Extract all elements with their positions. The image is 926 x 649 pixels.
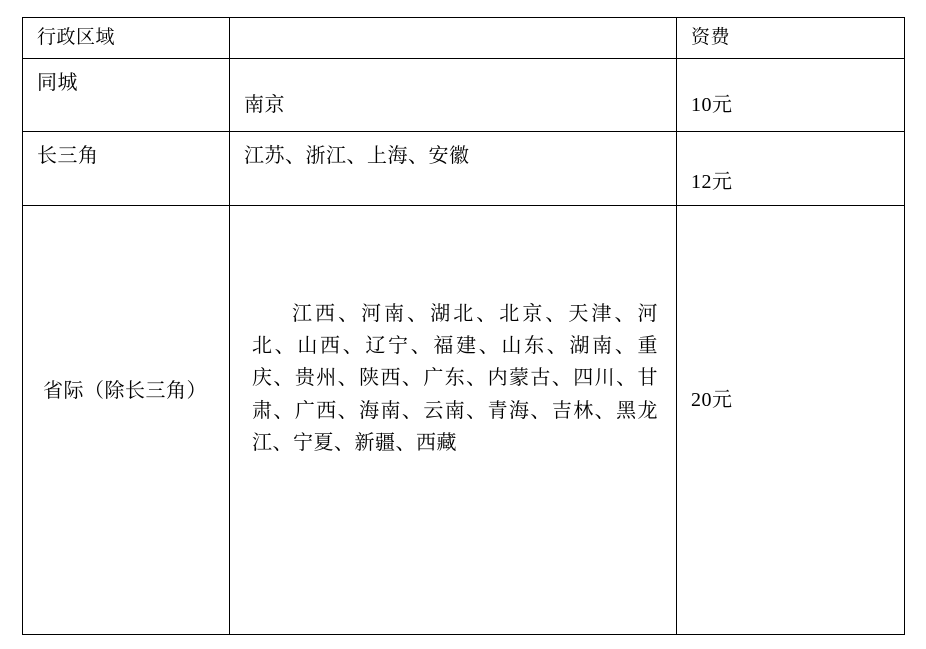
row-delta-fee-cell (677, 131, 905, 205)
row-delta-region-text: 长三角 (37, 144, 99, 167)
row-inter-fee-text: 20元 (691, 388, 733, 411)
row-delta-fee-text: 12元 (691, 170, 733, 193)
row-inter-fee-cell (677, 205, 905, 634)
header-detail-label (230, 18, 676, 30)
header-fee-label: 资费 (691, 27, 731, 48)
table-header-row (23, 18, 905, 59)
row-city-fee-text: 10元 (691, 93, 733, 116)
row-city-detail-text: 南京 (244, 93, 285, 116)
shipping-fee-table (22, 17, 905, 635)
document-page (0, 17, 926, 649)
row-delta-detail-text: 江苏、浙江、上海、安徽 (244, 144, 470, 167)
header-cell-region (23, 18, 230, 59)
table-row (23, 205, 905, 634)
header-region-label: 行政区域 (37, 27, 116, 48)
row-city-detail-cell (230, 58, 677, 131)
row-delta-detail-cell (230, 131, 677, 205)
row-city-fee-cell (677, 58, 905, 131)
table-row (23, 58, 905, 131)
table-row (23, 131, 905, 205)
row-city-region-text: 同城 (37, 71, 78, 94)
row-inter-region-cell (23, 205, 230, 634)
row-inter-detail-text (230, 206, 676, 468)
row-inter-detail-cell (230, 205, 677, 634)
row-inter-detail-paragraph: 江西、河南、湖北、北京、天津、河北、山西、辽宁、福建、山东、湖南、重庆、贵州、陕西、广东、内蒙古、四川、甘肃、广西、海南、云南、青海、吉林、黑龙江、宁夏、新疆、西藏 (252, 302, 658, 455)
row-inter-region-text: 省际（除长三角） (43, 379, 207, 402)
header-cell-fee (677, 18, 905, 59)
header-cell-detail (230, 18, 677, 59)
row-delta-region-cell (23, 131, 230, 205)
row-city-region-cell (23, 58, 230, 131)
